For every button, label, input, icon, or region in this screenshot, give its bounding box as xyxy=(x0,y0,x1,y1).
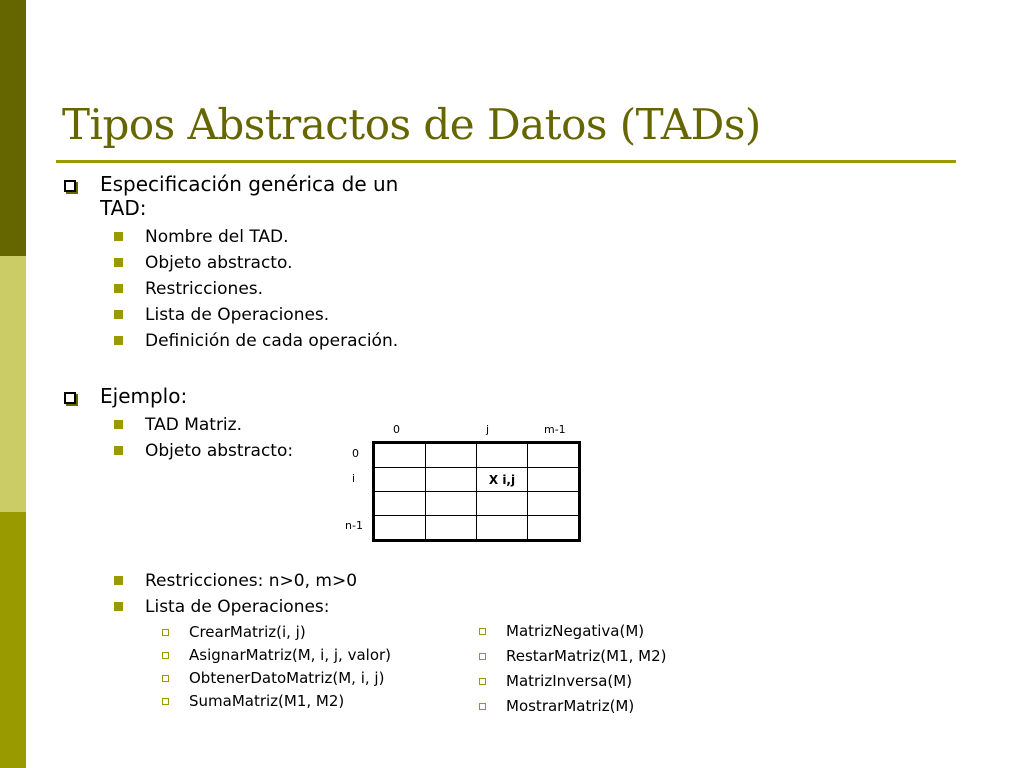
matrix-cell xyxy=(528,492,580,516)
sub-bullet-icon xyxy=(114,310,123,319)
hollow-bullet-icon xyxy=(162,629,169,636)
matrix-cell xyxy=(477,516,528,541)
matrix-cell xyxy=(374,443,426,468)
hollow-bullet-icon xyxy=(479,678,486,685)
sub-item-objeto: Objeto abstracto. xyxy=(145,253,293,273)
matrix-cell xyxy=(374,516,426,541)
matrix-cell xyxy=(426,468,477,492)
matrix-col-label-m-1: m-1 xyxy=(544,423,566,436)
sub-item-nombre: Nombre del TAD. xyxy=(145,227,289,247)
matrix-cell xyxy=(426,443,477,468)
matrix-cell xyxy=(528,468,580,492)
operation-restar-matriz: RestarMatriz(M1, M2) xyxy=(506,647,667,665)
hollow-bullet-icon xyxy=(479,703,486,710)
sub-item-restricciones-nm: Restricciones: n>0, m>0 xyxy=(145,571,358,591)
operation-mostrar-matriz: MostrarMatriz(M) xyxy=(506,697,635,715)
sub-bullet-icon xyxy=(114,336,123,345)
sub-bullet-icon xyxy=(114,602,123,611)
bullet-especificacion-line1: Especificación genérica de un xyxy=(100,172,399,196)
operation-matriz-inversa: MatrizInversa(M) xyxy=(506,672,633,690)
bullet-especificacion xyxy=(100,172,398,220)
sub-bullet-icon xyxy=(114,446,123,455)
matrix-row-label-n-1: n-1 xyxy=(345,519,363,532)
matrix-cell-xij: X i,j xyxy=(477,468,528,492)
sub-item-objeto-abstracto: Objeto abstracto: xyxy=(145,441,294,461)
hollow-bullet-icon xyxy=(162,652,169,659)
matrix-col-label-0: 0 xyxy=(393,423,400,436)
matrix-cell xyxy=(528,516,580,541)
sub-bullet-icon xyxy=(114,232,123,241)
matrix-cell xyxy=(426,516,477,541)
hollow-bullet-icon xyxy=(162,675,169,682)
sub-item-restricciones: Restricciones. xyxy=(145,279,264,299)
sub-item-lista-operaciones: Lista de Operaciones: xyxy=(145,597,330,617)
operation-asignar-matriz: AsignarMatriz(M, i, j, valor) xyxy=(189,646,392,664)
sub-item-tad-matriz: TAD Matriz. xyxy=(145,415,242,435)
matrix-cell xyxy=(477,492,528,516)
operation-suma-matriz: SumaMatriz(M1, M2) xyxy=(189,692,345,710)
matrix-row xyxy=(374,443,580,468)
hollow-bullet-icon xyxy=(162,698,169,705)
title-divider xyxy=(56,160,956,163)
slide-title: Tipos Abstractos de Datos (TADs) xyxy=(62,100,761,149)
square-bullet-icon xyxy=(64,392,76,404)
matrix-col-label-j: j xyxy=(486,423,490,436)
operation-crear-matriz: CrearMatriz(i, j) xyxy=(189,623,306,641)
matrix-cell xyxy=(477,443,528,468)
matrix-cell xyxy=(528,443,580,468)
matrix-row-label-0: 0 xyxy=(352,447,359,460)
matrix-row xyxy=(374,492,580,516)
matrix-row xyxy=(374,516,580,541)
matrix-cell xyxy=(426,492,477,516)
matrix-cell xyxy=(374,468,426,492)
operation-obtener-dato-matriz: ObtenerDatoMatriz(M, i, j) xyxy=(189,669,385,687)
matrix-row xyxy=(374,468,580,492)
sub-bullet-icon xyxy=(114,576,123,585)
side-band-middle xyxy=(0,256,26,512)
hollow-bullet-icon xyxy=(479,653,486,660)
bullet-ejemplo: Ejemplo: xyxy=(100,384,188,408)
square-bullet-icon xyxy=(64,180,76,192)
side-band-top xyxy=(0,0,26,256)
sub-bullet-icon xyxy=(114,258,123,267)
sub-item-lista: Lista de Operaciones. xyxy=(145,305,330,325)
sub-item-definicion: Definición de cada operación. xyxy=(145,331,399,351)
side-band-bottom xyxy=(0,512,26,768)
bullet-especificacion-line2: TAD: xyxy=(100,196,147,220)
operation-matriz-negativa: MatrizNegativa(M) xyxy=(506,622,645,640)
matrix-row-label-i: i xyxy=(352,472,356,485)
matrix-cell xyxy=(374,492,426,516)
hollow-bullet-icon xyxy=(479,628,486,635)
sub-bullet-icon xyxy=(114,284,123,293)
sub-bullet-icon xyxy=(114,420,123,429)
matrix-grid xyxy=(372,441,581,542)
